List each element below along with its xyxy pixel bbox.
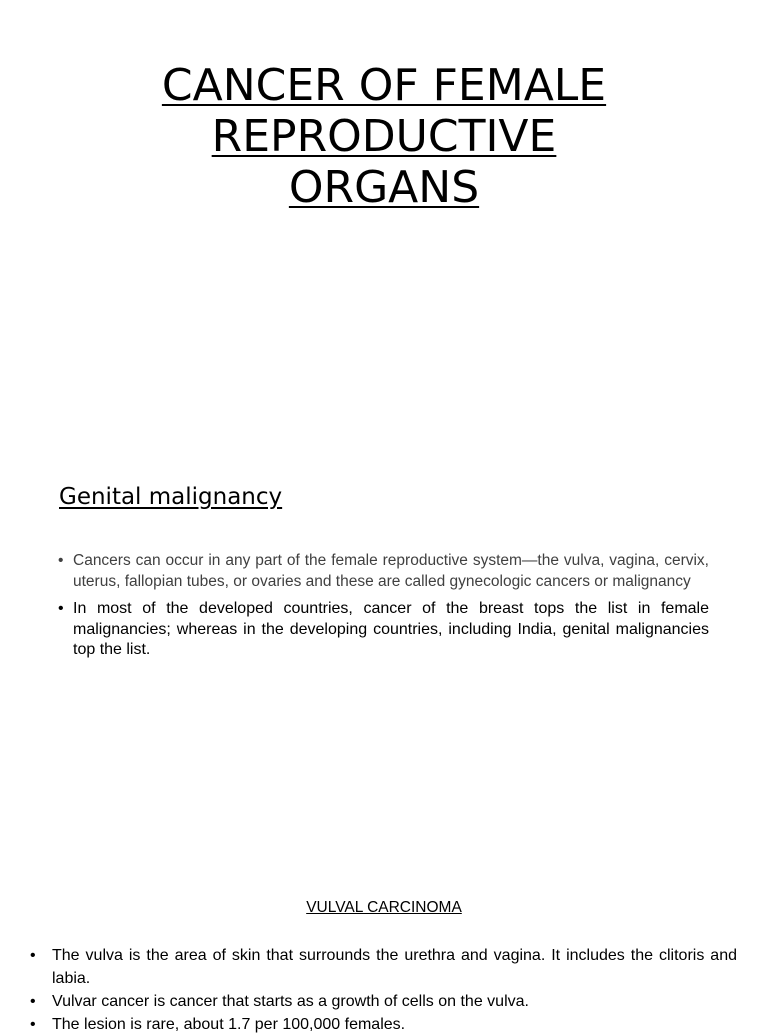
bullet-item: • Vulvar cancer is cancer that starts as a growth of cells on the vulva. [52, 990, 737, 1013]
bullet-item: • In most of the developed countries, cancer of the breast tops the list in female malignancies; whereas in the developing countries, including India, genital malignancies top the list. [73, 599, 709, 661]
slide-title-line: CANCER OF FEMALE [161, 60, 607, 111]
slide-title-line: ORGANS [288, 162, 480, 213]
bullet-item: • The vulva is the area of skin that surrounds the urethra and vagina. It includes the clitoris and labia. [52, 944, 737, 990]
slide-title-line: REPRODUCTIVE [211, 111, 557, 162]
slide-title [0, 60, 768, 213]
bullet-item: • The lesion is rare, about 1.7 per 100,000 females. [52, 1013, 737, 1036]
genital-malignancy-bullet-list [73, 551, 709, 661]
vulval-carcinoma-bullet-list [52, 944, 737, 1036]
section-heading-genital-malignancy: Genital malignancy [59, 484, 283, 510]
bullet-item: • Cancers can occur in any part of the female reproductive system—the vulva, vagina, cervix, uterus, fallopian tubes, or ovaries and these are called gynecologic cancers or malignancy [73, 551, 709, 592]
section-heading-vulval-carcinoma: VULVAL CARCINOMA [306, 899, 462, 916]
